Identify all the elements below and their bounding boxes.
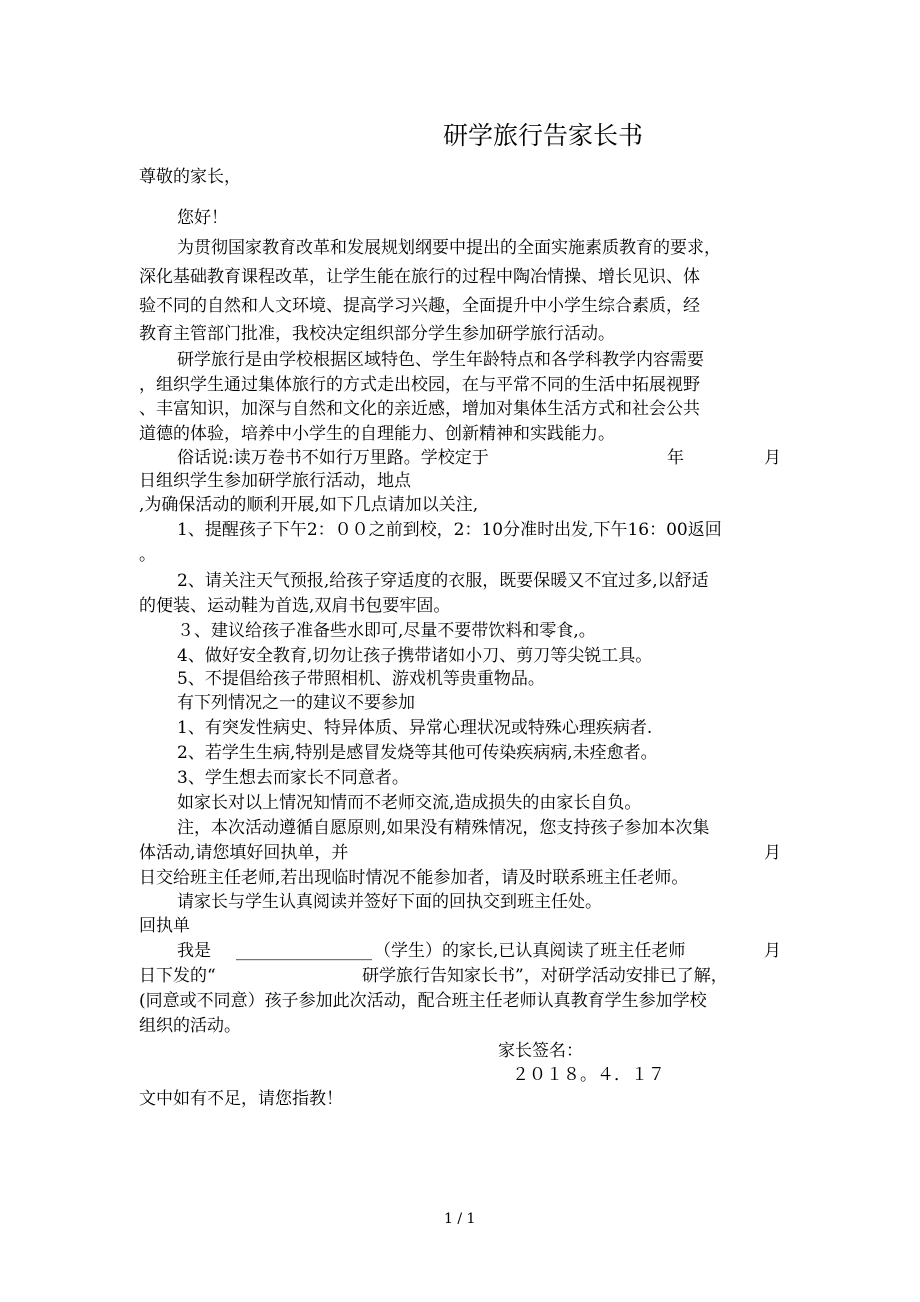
receipt-date: ２０１８。４．１７ xyxy=(512,1065,665,1085)
paragraph-line: 研学旅行是由学校根据区域特色、学生年龄特点和各学科教学内容需要 xyxy=(177,350,704,370)
receipt-line: （学生）的家长,已认真阅读了班主任老师 xyxy=(374,941,686,961)
receipt-month: 月 xyxy=(764,941,781,961)
receipt-line: 我是 xyxy=(177,941,211,961)
closing-note: 文中如有不足，请您指教！ xyxy=(139,1089,343,1109)
paragraph-line: 深化基础教育课程改革，让学生能在旅行的过程中陶冶情操、增长见识、体 xyxy=(139,267,700,287)
paragraph-line: 道德的体验，培养中小学生的自理能力、创新精神和实践能力。 xyxy=(139,424,615,444)
paragraph-line: 为贯彻国家教育改革和发展规划纲要中提出的全面实施素质教育的要求， xyxy=(177,238,721,258)
paragraph-line: ，组织学生通过集体旅行的方式走出校园，在与平常不同的生活中拓展视野 xyxy=(139,375,700,395)
note-line: 体活动,请您填好回执单，并 xyxy=(139,843,349,863)
paragraph-line: 日组织学生参加研学旅行活动，地点 xyxy=(139,471,411,491)
receipt-line: 研学旅行告知家长书”，对研学活动安排已了解， xyxy=(362,966,728,986)
notice-item: 4、做好安全教育,切勿让孩子携带诸如小刀、剪刀等尖锐工具。 xyxy=(177,646,653,666)
notice-item: 的便装、运动鞋为首选,双肩书包要牢固。 xyxy=(139,596,451,616)
date-sentence: 俗话说:读万卷书不如行万里路。学校定于 xyxy=(177,448,489,468)
notice-item: 2、请关注天气预报,给孩子穿适度的衣服，既要保暖又不宜过多,以舒适 xyxy=(177,571,709,591)
notice-item: ３、建议给孩子准备些水即可,尽量不要带饮料和零食,。 xyxy=(177,621,596,641)
paragraph-line: 、丰富知识，加深与自然和文化的亲近感，增加对集体生活方式和社会公共 xyxy=(139,399,700,419)
month-label: 月 xyxy=(764,448,781,468)
paragraph-line: 验不同的自然和人文环境、提高学习兴趣，全面提升中小学生综合素质，经 xyxy=(139,296,700,316)
paragraph-line: 教育主管部门批准，我校决定组织部分学生参加研学旅行活动。 xyxy=(139,324,615,344)
note-line: 日交给班主任老师,若出现临时情况不能参加者，请及时联系班主任老师。 xyxy=(139,868,689,888)
condition-item: 3、学生想去而家长不同意者。 xyxy=(177,768,409,788)
year-label: 年 xyxy=(667,448,684,468)
note-line: 注，本次活动遵循自愿原则,如果没有精殊情况，您支持孩子参加本次集 xyxy=(177,818,710,838)
receipt-line: (同意或不同意）孩子参加此次活动，配合班主任老师认真教育学生参加学校 xyxy=(139,991,707,1011)
greeting: 您好！ xyxy=(177,208,228,228)
condition-item: 2、若学生生病,特别是感冒发烧等其他可传染疾病病,未痊愈者。 xyxy=(177,743,658,763)
paragraph-line: ,为确保活动的顺利开展,如下几点请加以关注, xyxy=(139,495,479,515)
note-line: 请家长与学生认真阅读并签好下面的回执交到班主任处。 xyxy=(177,892,602,912)
page-title: 研学旅行告家长书 xyxy=(443,121,644,150)
notice-item: 。 xyxy=(139,545,156,565)
notice-item: 1、提醒孩子下午2：００之前到校，2：10分准时出发,下午16：00返回 xyxy=(177,520,722,540)
receipt-line: 日下发的“ xyxy=(139,966,216,986)
note-month: 月 xyxy=(764,843,781,863)
condition-item: 1、有突发性病史、特异体质、异常心理状况或特殊心理疾病者. xyxy=(177,718,653,738)
salutation: 尊敬的家长， xyxy=(139,167,241,187)
warning-line: 如家长对以上情况知情而不老师交流,造成损失的由家长自负。 xyxy=(177,793,642,813)
page-number: 1 / 1 xyxy=(444,1211,476,1227)
conditions-heading: 有下列情况之一的建议不要参加 xyxy=(177,693,415,713)
notice-item: 5、不提倡给孩子带照相机、游戏机等贵重物品。 xyxy=(177,669,545,689)
student-name-blank[interactable]: ________________ xyxy=(236,941,372,961)
receipt-heading: 回执单 xyxy=(139,916,190,936)
parent-signature: 家长签名： xyxy=(498,1041,583,1061)
receipt-line: 组织的活动。 xyxy=(139,1016,241,1036)
